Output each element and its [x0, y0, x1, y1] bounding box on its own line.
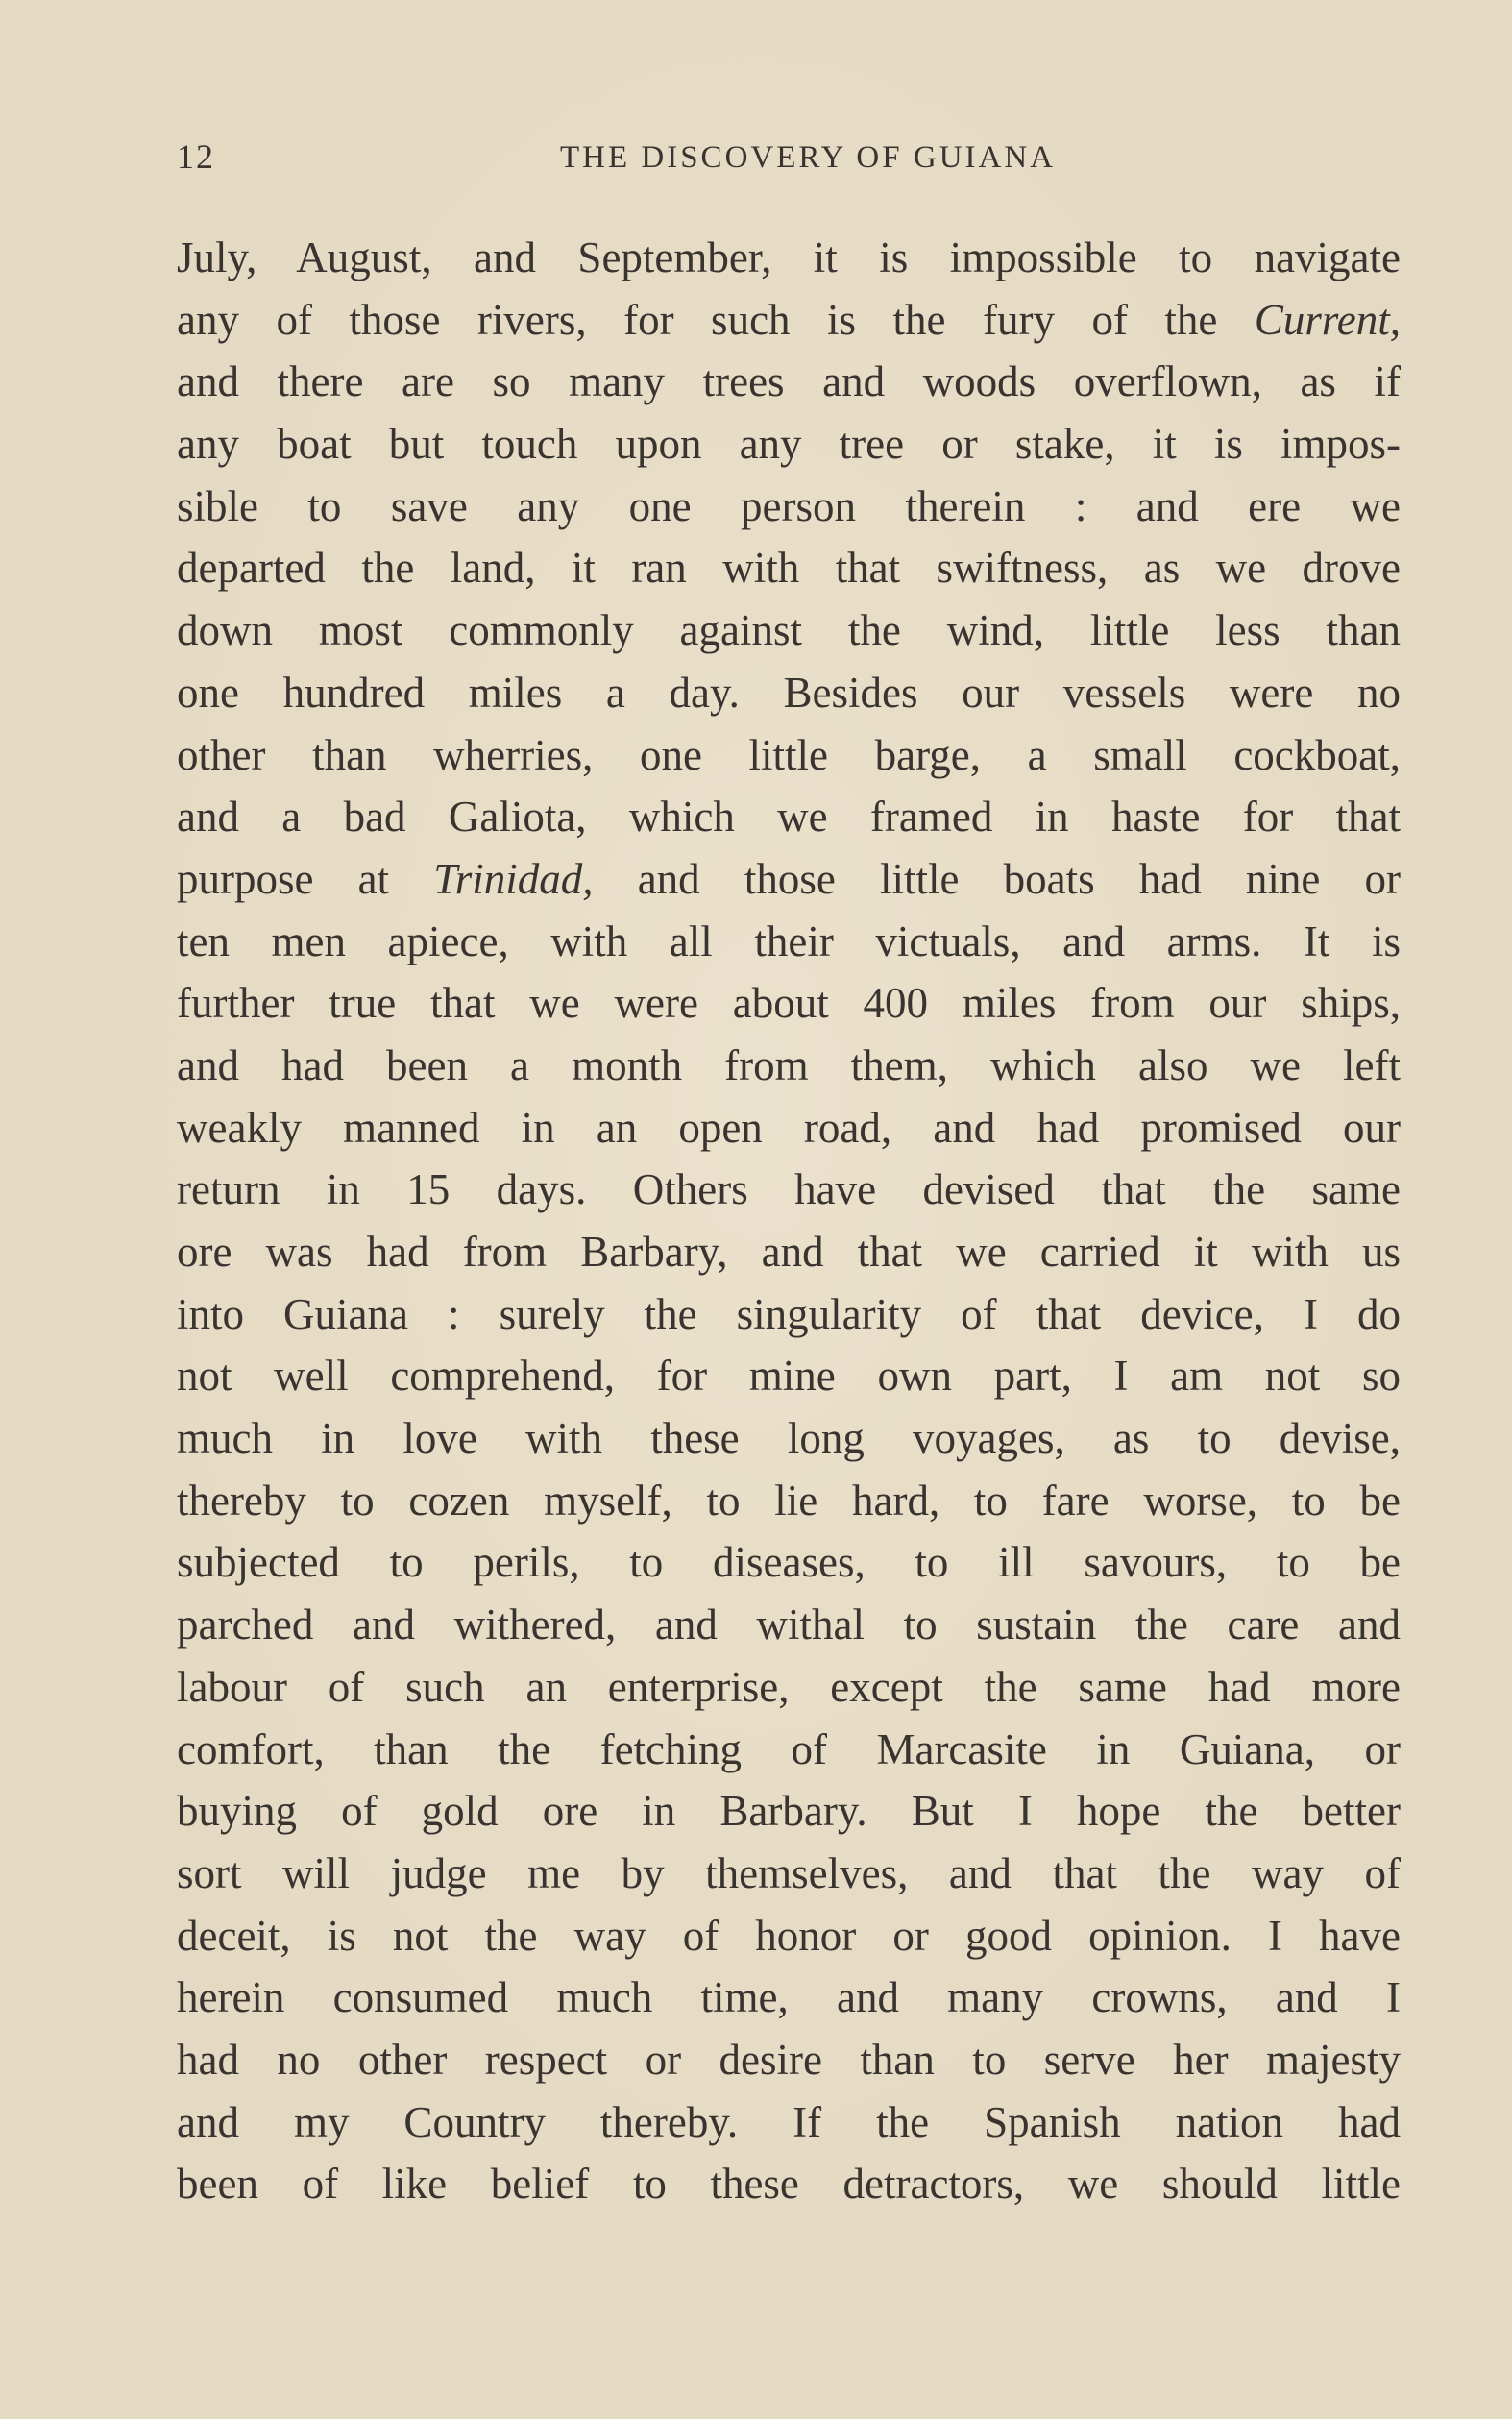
text-line: had no other respect or desire than to serve her majesty	[177, 2035, 1401, 2084]
text-line: comfort, than the fetching of Marcasite in Guiana, or	[177, 1724, 1401, 1773]
text-line: not well comprehend, for mine own part, I am not so	[177, 1352, 1401, 1401]
text-line: and a bad Galiota, which we framed in haste for that	[177, 793, 1401, 842]
text-line: down most commonly against the wind, little less than	[177, 606, 1401, 655]
text-line: weakly manned in an open road, and had promised our	[177, 1103, 1401, 1152]
text-line: any boat but touch upon any tree or stake, it is impos-	[177, 420, 1401, 469]
text-line: into Guiana : surely the singularity of that device, I do	[177, 1289, 1401, 1338]
running-title: THE DISCOVERY OF GUIANA	[559, 140, 1057, 175]
italic-word: Current,	[1254, 295, 1401, 344]
text-line: and there are so many trees and woods overflown, as if	[177, 357, 1401, 406]
text-line: buying of gold ore in Barbary. But I hope the better	[177, 1787, 1401, 1836]
text-line: parched and withered, and withal to sustain the care and	[177, 1600, 1401, 1649]
text-line: herein consumed much time, and many crowns, and I	[177, 1973, 1401, 2022]
text-line: deceit, is not the way of honor or good opinion. I have	[177, 1911, 1401, 1960]
text-line: return in 15 days. Others have devised that the same	[177, 1165, 1401, 1214]
text-line: other than wherries, one little barge, a small cockboat,	[177, 730, 1401, 779]
text-line: further true that we were about 400 miles from our ships,	[177, 979, 1401, 1028]
italic-word: Trinidad,	[433, 854, 594, 903]
text-line: any of those rivers, for such is the fury of the Current,	[177, 295, 1401, 344]
text-line: labour of such an enterprise, except the same had more	[177, 1662, 1401, 1711]
body-text	[177, 227, 1401, 2215]
text-line: been of like belief to these detractors, we should little	[177, 2160, 1401, 2209]
text-line: purpose at Trinidad, and those little boats had nine or	[177, 854, 1401, 903]
text-line: thereby to cozen myself, to lie hard, to fare worse, to be	[177, 1476, 1401, 1525]
text-line: subjected to perils, to diseases, to ill savours, to be	[177, 1538, 1401, 1587]
text-line: departed the land, it ran with that swiftness, as we drove	[177, 544, 1401, 593]
text-line: and had been a month from them, which also we left	[177, 1040, 1401, 1089]
running-head	[177, 136, 1401, 184]
page-number: 12	[177, 137, 215, 176]
text-line: sort will judge me by themselves, and that the way of	[177, 1848, 1401, 1897]
text-line: one hundred miles a day. Besides our vessels were no	[177, 668, 1401, 717]
text-line: and my Country thereby. If the Spanish nation had	[177, 2097, 1401, 2146]
text-line: ten men apiece, with all their victuals, and arms. It is	[177, 916, 1401, 965]
text-line: July, August, and September, it is impossible to navigate	[177, 233, 1401, 281]
text-line: sible to save any one person therein : and ere we	[177, 481, 1401, 530]
text-line: ore was had from Barbary, and that we carried it with us	[177, 1228, 1401, 1276]
text-line: much in love with these long voyages, as to devise,	[177, 1414, 1401, 1463]
